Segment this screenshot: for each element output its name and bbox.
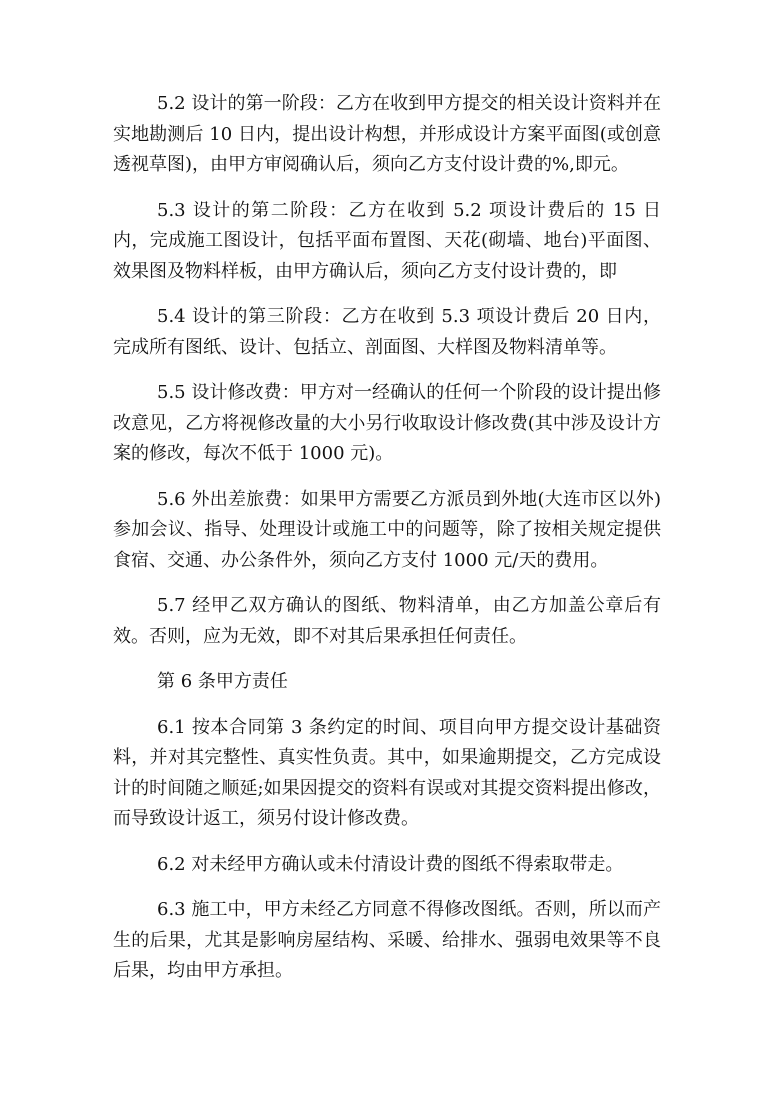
clause-5-2: 5.2 设计的第一阶段：乙方在收到甲方提交的相关设计资料并在实地勘测后 10 日内，提出设计构想，并形成设计方案平面图(或创意透视草图)，由甲方审阅确认后，须向乙方支付设计费的%,即元。 [113, 93, 661, 175]
clause-5-4: 5.4 设计的第三阶段：乙方在收到 5.3 项设计费后 20 日内，完成所有图纸、设计、包括立、剖面图、大样图及物料清单等。 [113, 306, 661, 358]
clause-5-3: 5.3 设计的第二阶段：乙方在收到 5.2 项设计费后的 15 日内，完成施工图设计，包括平面布置图、天花(砌墙、地台)平面图、效果图及物料样板，由甲方确认后，须向乙方支付设计费的，即 [113, 199, 661, 282]
clause-6-1: 6.1 按本合同第 3 条约定的时间、项目向甲方提交设计基础资料，并对其完整性、真实性负责。其中，如果逾期提交，乙方完成设计的时间随之顺延;如果因提交的资料有误或对其提交资料提出修改，而导致设计返工，须另付设计修改费。 [113, 716, 661, 829]
clause-6-2: 6.2 对未经甲方确认或未付清设计费的图纸不得索取带走。 [157, 853, 624, 875]
clause-5-7: 5.7 经甲乙双方确认的图纸、物料清单，由乙方加盖公章后有效。否则，应为无效，即不对其后果承担任何责任。 [113, 595, 661, 647]
document-body [113, 89, 661, 1002]
clause-5-6: 5.6 外出差旅费：如果甲方需要乙方派员到外地(大连市区以外)参加会议、指导、处理设计或施工中的问题等，除了按相关规定提供食宿、交通、办公条件外，须向乙方支付 1000 元/天的费用。 [113, 488, 661, 571]
section-heading-6: 第 6 条甲方责任 [157, 671, 288, 692]
clause-6-3: 6.3 施工中，甲方未经乙方同意不得修改图纸。否则，所以而产生的后果，尤其是影响房屋结构、采暖、给排水、强弱电效果等不良后果，均由甲方承担。 [113, 899, 661, 981]
clause-5-5: 5.5 设计修改费：甲方对一经确认的任何一个阶段的设计提出修改意见，乙方将视修改量的大小另行收取设计修改费(其中涉及设计方案的修改，每次不低于 1000 元)。 [113, 382, 661, 464]
